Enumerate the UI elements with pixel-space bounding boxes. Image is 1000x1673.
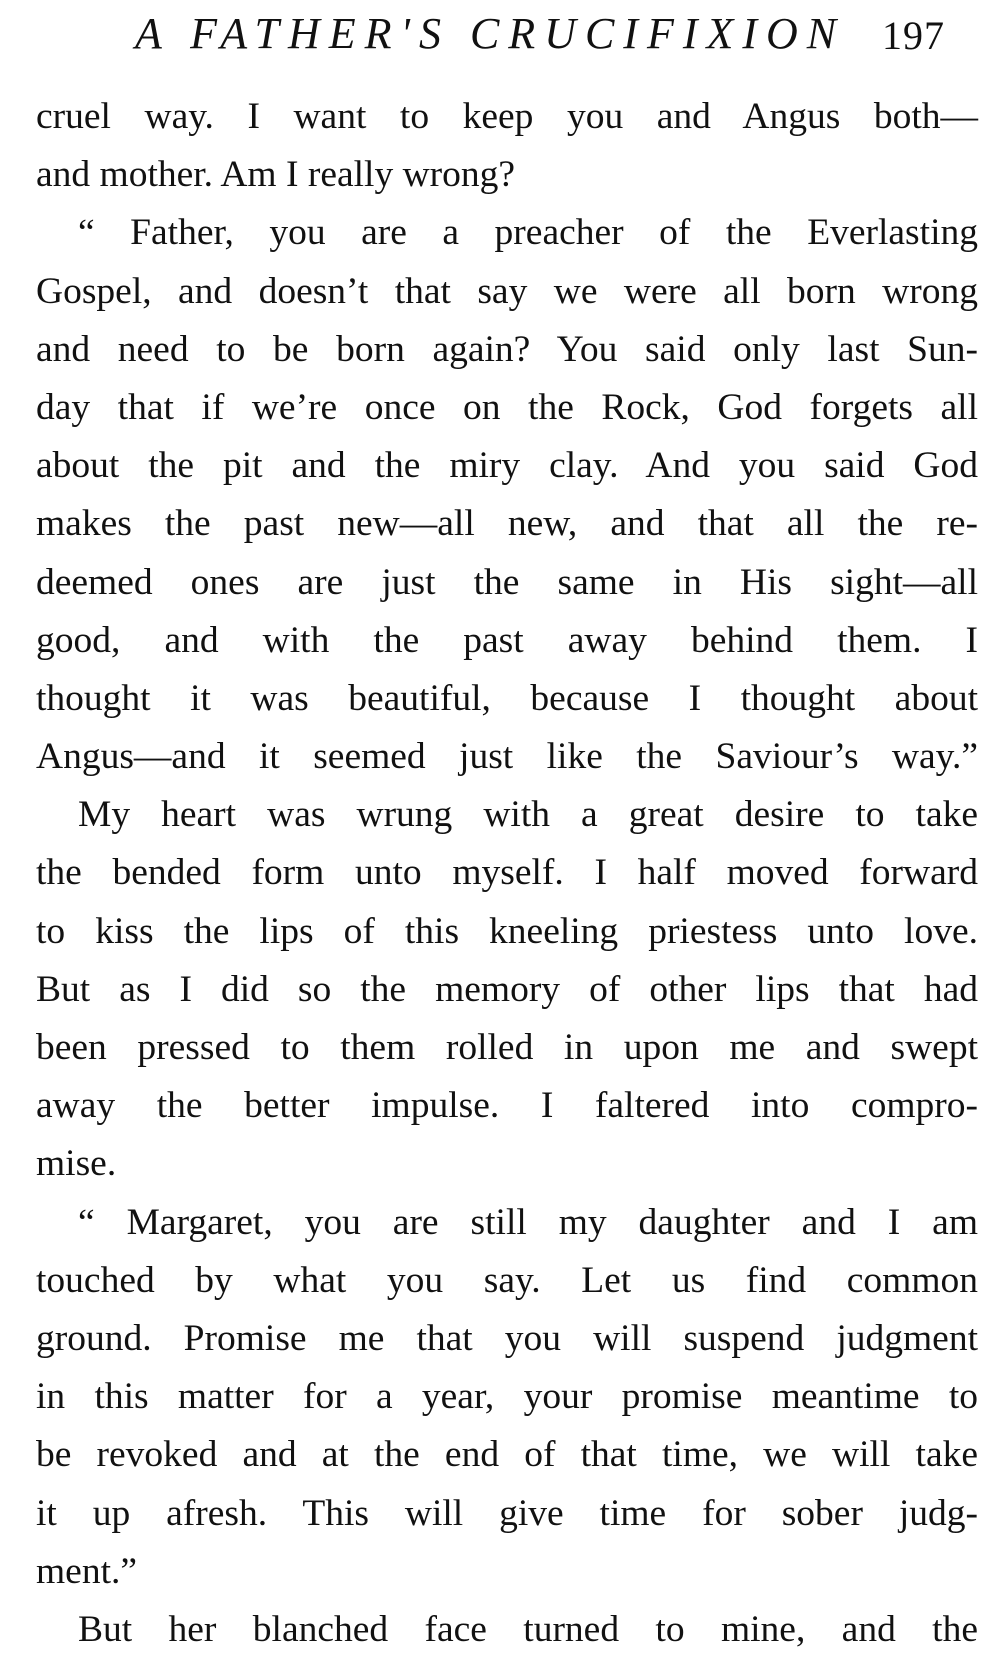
text-line: been pressed to them rolled in upon me and swept	[36, 1027, 978, 1068]
body-text	[36, 88, 978, 1659]
text-line: deemed ones are just the same in His sight—all	[36, 561, 978, 603]
text-line: it up afresh. This will give time for sober judg-	[36, 1492, 978, 1534]
text-line: “ Father, you are a preacher of the Everlasting	[78, 212, 978, 254]
text-line: day that if we’re once on the Rock, God forgets all	[36, 386, 978, 428]
text-line: and need to be born again? You said only last Sun-	[36, 328, 978, 370]
text-line: But as I did so the memory of other lips that had	[36, 968, 978, 1010]
text-line: away the better impulse. I faltered into compro-	[36, 1085, 978, 1127]
text-line: the bended form unto myself. I half moved forward	[36, 852, 978, 894]
text-line: and mother. Am I really wrong?	[36, 154, 516, 196]
text-line: ground. Promise me that you will suspend judgment	[36, 1317, 978, 1359]
text-line: in this matter for a year, your promise meantime to	[36, 1376, 978, 1418]
text-line: Angus—and it seemed just like the Saviour’s way.”	[36, 736, 978, 778]
text-line: thought it was beautiful, because I thought about	[36, 677, 978, 719]
text-line: My heart was wrung with a great desire to take	[78, 794, 978, 836]
page-number: 197	[882, 13, 945, 58]
text-line: about the pit and the miry clay. And you said God	[36, 445, 978, 487]
text-line: Gospel, and doesn’t that say we were all born wrong	[36, 270, 978, 312]
text-line: ment.”	[36, 1550, 138, 1592]
text-line: touched by what you say. Let us find common	[36, 1259, 978, 1301]
text-line: to kiss the lips of this kneeling priestess unto love.	[36, 910, 978, 952]
text-line: good, and with the past away behind them. I	[36, 619, 978, 661]
text-line: cruel way. I want to keep you and Angus both—	[36, 96, 978, 137]
text-line: But her blanched face turned to mine, and the	[78, 1608, 978, 1650]
text-line: be revoked and at the end of that time, we will take	[36, 1434, 978, 1476]
text-line: makes the past new—all new, and that all the re-	[36, 503, 978, 545]
text-line: “ Margaret, you are still my daughter and I am	[78, 1201, 978, 1243]
running-title: A FATHER'S CRUCIFIXION	[135, 9, 846, 58]
text-line: mise.	[36, 1143, 117, 1185]
running-head	[0, 8, 1000, 68]
